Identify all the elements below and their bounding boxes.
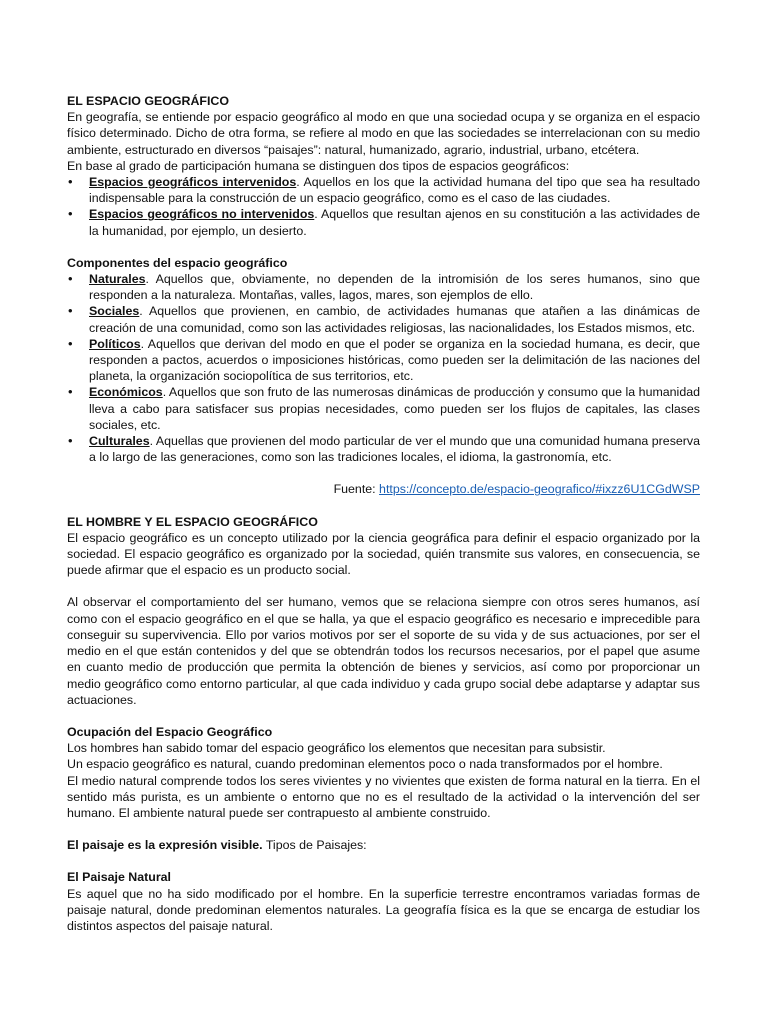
section-title-componentes: Componentes del espacio geográfico bbox=[67, 255, 288, 270]
list-item bbox=[67, 433, 700, 465]
list-item-text: . Aquellos que resultan ajenos en su constitución a las actividades de la humanidad, por ejemplo, un desierto. bbox=[89, 207, 700, 238]
list-item bbox=[67, 336, 700, 385]
spacer bbox=[67, 578, 700, 594]
list-item-text: . Aquellos que derivan del modo en que el poder se organiza en la sociedad humana, es decir, que responden a pactos, acuerdos o imposiciones históricas, como pueden ser la delimitación de las naciones del planeta, la organización sociopolítica de sus territorios, etc. bbox=[89, 336, 700, 384]
spacer bbox=[67, 498, 700, 514]
list-item bbox=[67, 384, 700, 433]
list-item-text: . Aquellos que, obviamente, no dependen de la intromisión de los seres humanos, sino que responden a la naturaleza. Montañas, valles, lagos, mares, son ejemplos de ello. bbox=[89, 272, 700, 303]
list-item-text: . Aquellos que son fruto de las numerosas dinámicas de producción y consumo que la humanidad lleva a cabo para satisfacer sus propias necesidades, como pueden ser los flujos de capitales, las clases sociales, etc. bbox=[89, 385, 700, 432]
list-item bbox=[67, 206, 700, 238]
spacer bbox=[67, 853, 700, 869]
paragraph: Es aquel que no ha sido modificado por el hombre. En la superficie terrestre encontramos variadas formas de paisaje natural, donde predominan elementos naturales. La geografía física es la que se encarga de estudiar los distintos aspectos del paisaje natural. bbox=[67, 886, 700, 933]
list-item-term: Espacios geográficos intervenidos bbox=[89, 175, 297, 190]
bullet-list-tipos bbox=[67, 174, 700, 239]
source-label: Fuente: bbox=[333, 482, 380, 497]
list-item bbox=[67, 271, 700, 303]
paragraph: En geografía, se entiende por espacio geográfico al modo en que una sociedad ocupa y se organiza en el espacio físico determinado. Dicho de otra forma, se refiere al modo en que las sociedades se interrelacionan con su medio ambiente, estructurado en diversos “paisajes”: natural, humanizado, agrario, industrial, urbano, etcétera. bbox=[67, 110, 700, 157]
section-title-ocupacion: Ocupación del Espacio Geográfico bbox=[67, 724, 273, 739]
list-item-text: . Aquellos en los que la actividad humana del tipo que sea ha resultado indispensable para la construcción de un espacio geográfico, como es el caso de las ciudades. bbox=[89, 175, 701, 206]
paisaje-intro-bold: El paisaje es la expresión visible. bbox=[67, 838, 263, 853]
paisaje-intro-rest: Tipos de Paisajes: bbox=[262, 838, 367, 853]
paragraph: Al observar el comportamiento del ser humano, vemos que se relaciona siempre con otros seres humanos, así como con el espacio geográfico en el que se halla, ya que el espacio geográfico es necesario e imprecedible para conseguir su supervivencia. Ello por varios motivos por ser el soporte de su vida y de sus actuaciones, por ser el medio en el que están contenidos y del que se obtendrán todos los recursos necesarios, por el papel que asume en cuanto medio de producción que permita la obtención de bienes y servicios, así como por proporcionar un medio geográfico como entorno particular, al que cada individuo y cada grupo social debe adaptarse y adaptar sus actuaciones. bbox=[67, 595, 700, 707]
spacer bbox=[67, 708, 700, 724]
paisaje-intro bbox=[67, 837, 700, 853]
list-item-term: Sociales bbox=[89, 304, 140, 319]
paragraph: Los hombres han sabido tomar del espacio geográfico los elementos que necesitan para subsistir. bbox=[67, 741, 606, 756]
list-item bbox=[67, 174, 700, 206]
list-item-term: Espacios geográficos no intervenidos bbox=[89, 207, 315, 222]
list-item bbox=[67, 303, 700, 335]
source-link[interactable]: https://concepto.de/espacio-geografico/#ixzz6U1CGdWSP bbox=[379, 482, 700, 497]
list-item-term: Naturales bbox=[89, 272, 146, 287]
section-title-paisaje-natural: El Paisaje Natural bbox=[67, 870, 171, 885]
source-citation bbox=[67, 481, 700, 497]
list-item-text: . Aquellos que provienen, en cambio, de actividades humanas que atañen a las dinámicas de creación de una comunidad, como son las actividades religiosas, las nacionalidades, los Estados mismos, etc. bbox=[89, 304, 700, 335]
section-title-hombre-espacio: EL HOMBRE Y EL ESPACIO GEOGRÁFICO bbox=[67, 514, 318, 529]
bullet-list-componentes bbox=[67, 271, 700, 465]
list-item-term: Culturales bbox=[89, 434, 150, 449]
spacer bbox=[67, 239, 700, 255]
spacer bbox=[67, 821, 700, 837]
list-item-term: Económicos bbox=[89, 385, 163, 400]
list-item-text: . Aquellas que provienen del modo particular de ver el mundo que una comunidad humana preserva a lo largo de las generaciones, como son las tradiciones locales, el idioma, la gastronomía, etc. bbox=[89, 434, 700, 465]
paragraph: El espacio geográfico es un concepto utilizado por la ciencia geográfica para definir el espacio organizado por la sociedad. El espacio geográfico es organizado por la sociedad, quién transmite sus valores, en consecuencia, se puede afirmar que el espacio es un producto social. bbox=[67, 530, 700, 578]
section-title-espacio-geografico: EL ESPACIO GEOGRÁFICO bbox=[67, 94, 230, 108]
paragraph: El medio natural comprende todos los seres vivientes y no vivientes que existen de forma natural en la tierra. En el sentido más purista, es un ambiente o entorno que no es el resultado de la actividad o la intervención del ser humano. El ambiente natural puede ser contrapuesto al ambiente construido. bbox=[67, 773, 700, 820]
paragraph: Un espacio geográfico es natural, cuando predominan elementos poco o nada transformados por el hombre. bbox=[67, 757, 663, 772]
paragraph: En base al grado de participación humana se distinguen dos tipos de espacios geográficos: bbox=[67, 158, 570, 173]
list-item-term: Políticos bbox=[89, 336, 141, 351]
spacer bbox=[67, 465, 700, 481]
